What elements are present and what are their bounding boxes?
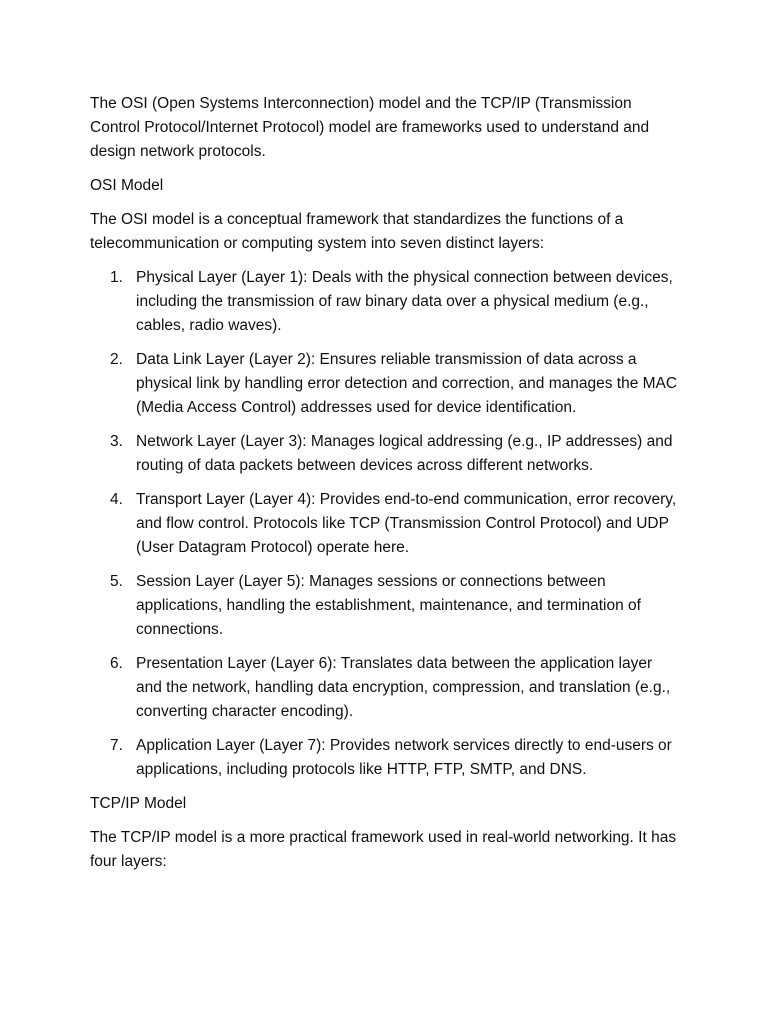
list-number: 1.: [110, 269, 123, 286]
intro-paragraph: The OSI (Open Systems Interconnection) model and the TCP/IP (Transmission Control Protocol/Internet Protocol) model are frameworks used to understand and design network protocols.: [90, 95, 650, 160]
list-number: 6.: [110, 655, 123, 672]
list-item-text: Physical Layer (Layer 1): Deals with the physical connection between devices, including the transmission of raw binary data over a physical medium (e.g., cables, radio waves).: [136, 269, 673, 334]
list-item: [90, 734, 680, 782]
list-item: [90, 266, 680, 338]
list-item-text: Transport Layer (Layer 4): Provides end-to-end communication, error recovery, and flow control. Protocols like TCP (Transmission Control Protocol) and UDP (User Datagram Protocol) operate here.: [136, 491, 677, 556]
osi-heading: OSI Model: [90, 177, 164, 194]
list-item-text: Data Link Layer (Layer 2): Ensures reliable transmission of data across a physical link by handling error detection and correction, and manages the MAC (Media Access Control) addresses used for device identification.: [136, 351, 678, 416]
tcpip-description: The TCP/IP model is a more practical framework used in real-world networking. It has four layers:: [90, 829, 677, 870]
list-item: [90, 488, 680, 560]
list-number: 7.: [110, 737, 123, 754]
osi-description: The OSI model is a conceptual framework that standardizes the functions of a telecommunication or computing system into seven distinct layers:: [90, 211, 624, 252]
list-number: 2.: [110, 351, 123, 368]
list-number: 4.: [110, 491, 123, 508]
list-item: [90, 570, 680, 642]
list-item: [90, 348, 680, 420]
list-item: [90, 430, 680, 478]
tcpip-heading: TCP/IP Model: [90, 795, 187, 812]
list-number: 3.: [110, 433, 123, 450]
list-number: 5.: [110, 573, 123, 590]
list-item-text: Application Layer (Layer 7): Provides network services directly to end-users or applications, including protocols like HTTP, FTP, SMTP, and DNS.: [136, 737, 672, 778]
list-item-text: Presentation Layer (Layer 6): Translates data between the application layer and the network, handling data encryption, compression, and translation (e.g., converting character encoding).: [136, 655, 671, 720]
list-item-text: Session Layer (Layer 5): Manages sessions or connections between applications, handling the establishment, maintenance, and termination of connections.: [136, 573, 641, 638]
list-item: [90, 652, 680, 724]
list-item-text: Network Layer (Layer 3): Manages logical addressing (e.g., IP addresses) and routing of data packets between devices across different networks.: [136, 433, 673, 474]
osi-layer-list: [90, 266, 680, 782]
